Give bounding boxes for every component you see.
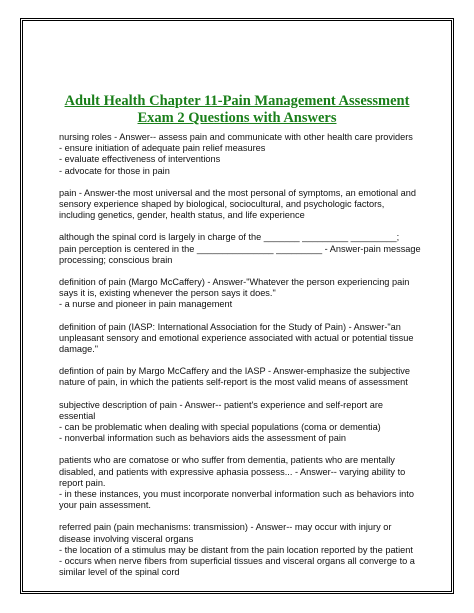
text-line: - the location of a stimulus may be distant from the pain location reported by the patient bbox=[59, 544, 413, 555]
document-title bbox=[23, 93, 451, 127]
text-line: disabled, and patients with expressive aphasia possess... - Answer-- varying ability to bbox=[59, 466, 406, 477]
text-line: unpleasant sensory and emotional experience associated with actual or potential tissue bbox=[59, 332, 414, 343]
text-line: - advocate for those in pain bbox=[59, 165, 170, 176]
text-line: essential bbox=[59, 410, 96, 421]
qa-paragraph bbox=[59, 366, 449, 388]
document-page bbox=[20, 18, 454, 594]
text-line: - ensure initiation of adequate pain relief measures bbox=[59, 143, 266, 154]
text-line: - nonverbal information such as behaviors aids the assessment of pain bbox=[59, 433, 347, 444]
text-line: defintion of pain by Margo McCaffery and the IASP - Answer-emphasize the subjective bbox=[59, 366, 411, 377]
text-line: including genetics, gender, health status, and life experience bbox=[59, 210, 305, 221]
title-line-1: Adult Health Chapter 11-Pain Management Assessment bbox=[64, 93, 410, 109]
text-line: says it is, existing whenever the person says it does." bbox=[59, 288, 276, 299]
qa-paragraph bbox=[59, 232, 449, 266]
text-line: damage." bbox=[59, 344, 99, 355]
qa-paragraph bbox=[59, 455, 449, 511]
text-line: similar level of the spinal cord bbox=[59, 567, 180, 578]
title-line-2: Exam 2 Questions with Answers bbox=[137, 110, 337, 126]
text-line: nature of pain, in which the patients self-report is the most valid means of assessment bbox=[59, 377, 408, 388]
text-line: pain perception is centered in the _______________ _________ - Answer-pain message bbox=[59, 243, 421, 254]
qa-paragraph bbox=[59, 522, 449, 578]
text-line: - can be problematic when dealing with special populations (coma or dementia) bbox=[59, 422, 381, 433]
qa-paragraph bbox=[59, 400, 449, 445]
text-line: sensory experience shaped by biological, sociocultural, and psychologic factors, bbox=[59, 199, 385, 210]
text-line: pain - Answer-the most universal and the most personal of symptoms, an emotional and bbox=[59, 187, 416, 198]
text-line: definition of pain (Margo McCaffery) - Answer-"Whatever the person experiencing pain bbox=[59, 277, 410, 288]
document-body bbox=[59, 132, 449, 590]
qa-paragraph bbox=[59, 132, 449, 177]
text-line: definition of pain (IASP: International Association for the Study of Pain) - Answer-"an bbox=[59, 321, 401, 332]
text-line: - evaluate effectiveness of interventions bbox=[59, 154, 221, 165]
text-line: patients who are comatose or who suffer from dementia, patients who are mentally bbox=[59, 455, 395, 466]
text-line: disease involving visceral organs bbox=[59, 533, 194, 544]
text-line: processing; conscious brain bbox=[59, 254, 173, 265]
text-line: - a nurse and pioneer in pain management bbox=[59, 299, 233, 310]
text-line: - in these instances, you must incorporate nonverbal information such as behaviors into bbox=[59, 489, 414, 500]
qa-paragraph bbox=[59, 322, 449, 356]
qa-paragraph bbox=[59, 277, 449, 311]
text-line: your pain assessment. bbox=[59, 500, 151, 511]
text-line: report pain. bbox=[59, 477, 106, 488]
text-line: nursing roles - Answer-- assess pain and communicate with other health care providers bbox=[59, 132, 413, 142]
text-line: although the spinal cord is largely in charge of the _______ _________ _________; bbox=[59, 232, 400, 243]
text-line: subjective description of pain - Answer-- patient's experience and self-report are bbox=[59, 399, 383, 410]
text-line: referred pain (pain mechanisms: transmission) - Answer-- may occur with injury or bbox=[59, 522, 392, 533]
text-line: - occurs when nerve fibers from superficial tissues and visceral organs all converge to a bbox=[59, 556, 415, 567]
qa-paragraph bbox=[59, 188, 449, 222]
